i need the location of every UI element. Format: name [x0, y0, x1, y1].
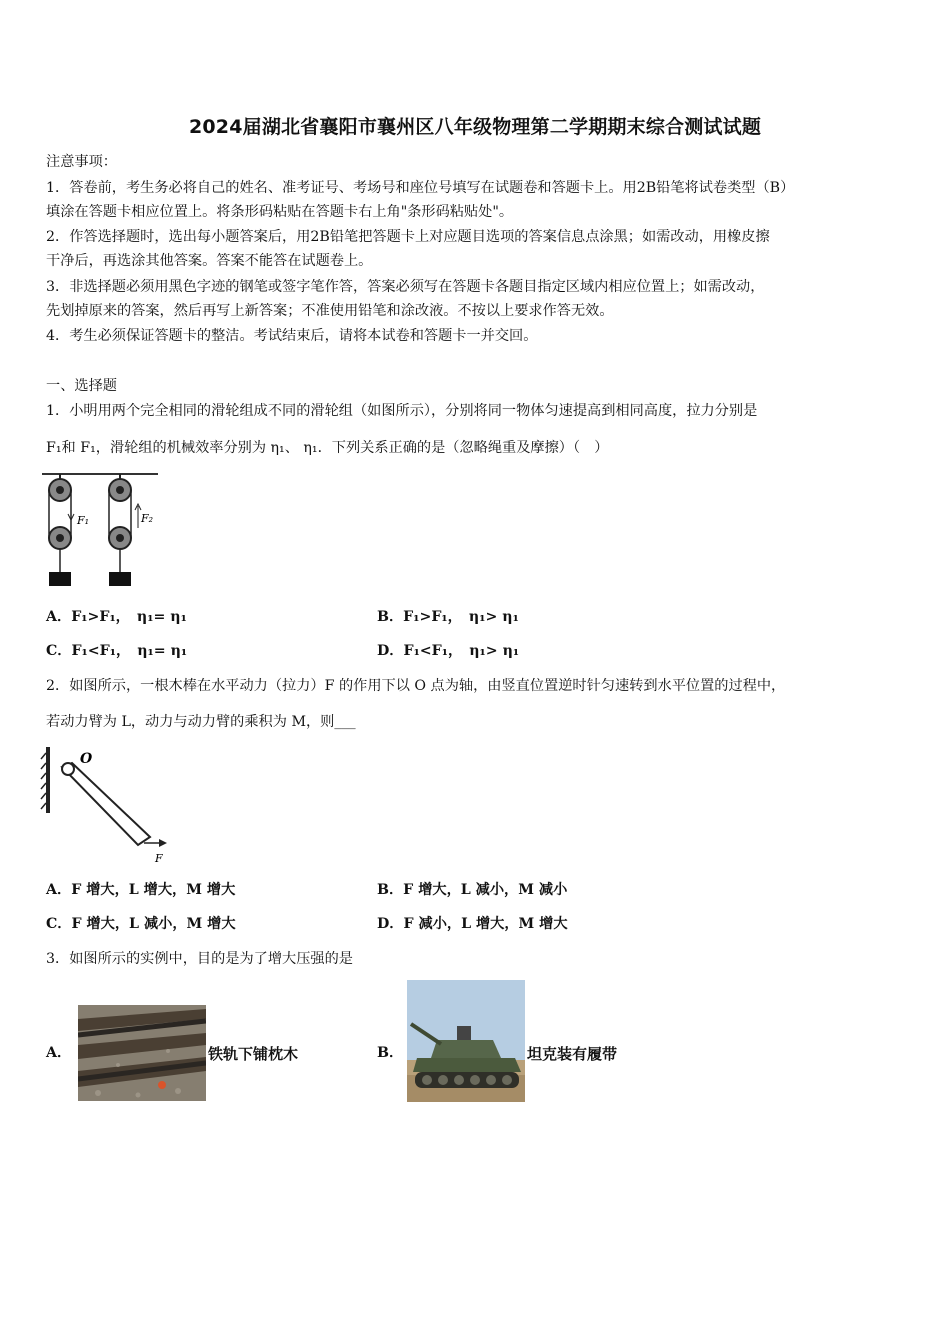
q2-stem-line1: 2．如图所示，一根木棒在水平动力（拉力）F 的作用下以 O 点为轴，由竖直位置逆时针匀速转到水平位置的过程中， [46, 678, 786, 694]
pivot-point [62, 763, 74, 775]
section-heading: 一、选择题 [46, 378, 117, 394]
notice-line: 干净后，再选涂其他答案。答案不能答在试题卷上。 [46, 253, 373, 269]
q2-option-d[interactable]: D．F 减小，L 增大，M 增大 [377, 916, 568, 932]
q2-option-b[interactable]: B．F 增大，L 减小，M 减小 [377, 882, 568, 898]
weight-block [109, 572, 131, 586]
lever-figure [40, 745, 180, 867]
q1-stem-line1: 1．小明用两个完全相同的滑轮组成不同的滑轮组（如图所示），分别将同一物体匀速提高到相同高度，拉力分别是 [46, 403, 758, 419]
pulley-system-left [49, 474, 89, 586]
q2-option-c[interactable]: C．F 增大，L 减小，M 增大 [46, 916, 236, 932]
notice-line: 4．考生必须保证答题卡的整洁。考试结束后，请将本试卷和答题卡一并交回。 [46, 328, 538, 344]
q3-option-b-letter[interactable]: B． [377, 1045, 404, 1061]
force-label-1: F₁ [77, 514, 90, 527]
q2-stem-line2: 若动力臂为 L，动力与动力臂的乘积为 M，则___ [46, 714, 356, 730]
pulley-figure [40, 470, 160, 592]
notice-line: 先划掉原来的答案，然后再写上新答案；不准使用铅笔和涂改液。不按以上要求作答无效。 [46, 303, 614, 319]
force-label: F [155, 852, 163, 865]
q3-option-b-caption: 坦克装有履带 [527, 1045, 618, 1063]
pulley-system-right [109, 474, 153, 586]
q2-option-a[interactable]: A．F 增大，L 增大，M 增大 [46, 882, 236, 898]
pivot-label: O [80, 751, 93, 767]
tank-photo [407, 980, 525, 1102]
wooden-rod [62, 763, 150, 845]
q1-option-d[interactable]: D．F₁<F₁， η₁> η₁ [377, 643, 520, 659]
q3-option-a-caption: 铁轨下铺枕木 [208, 1045, 299, 1063]
railway-photo [78, 1005, 206, 1101]
force-label-2: F₂ [141, 512, 154, 525]
q3-stem: 3．如图所示的实例中，目的是为了增大压强的是 [46, 951, 353, 967]
notice-heading: 注意事项： [46, 154, 117, 170]
notice-line: 3．非选择题必须用黑色字迹的钢笔或签字笔作答，答案必须写在答题卡各题目指定区域内相应位置上；如需改动， [46, 279, 765, 295]
wall [46, 747, 50, 813]
q1-option-a[interactable]: A．F₁>F₁， η₁= η₁ [46, 609, 187, 625]
q1-option-b[interactable]: B．F₁>F₁， η₁> η₁ [377, 609, 519, 625]
q1-option-c[interactable]: C．F₁<F₁， η₁= η₁ [46, 643, 188, 659]
notice-line: 填涂在答题卡相应位置上。将条形码粘贴在答题卡右上角"条形码粘贴处"。 [46, 204, 514, 220]
q1-stem-line2: F₁和 F₁，滑轮组的机械效率分别为 η₁、 η₁．下列关系正确的是（忽略绳重及摩擦）（ ） [46, 440, 609, 456]
weight-block [49, 572, 71, 586]
notice-line: 2．作答选择题时，选出每小题答案后，用2B铅笔把答题卡上对应题目选项的答案信息点涂黑；如需改动，用橡皮擦 [46, 229, 770, 245]
page-title: 2024届湖北省襄阳市襄州区八年级物理第二学期期末综合测试试题 [188, 116, 762, 138]
notice-line: 1．答卷前，考生务必将自己的姓名、准考证号、考场号和座位号填写在试题卷和答题卡上。用2B铅笔将试卷类型（B） [46, 180, 795, 196]
q3-option-a-letter[interactable]: A． [46, 1045, 72, 1061]
